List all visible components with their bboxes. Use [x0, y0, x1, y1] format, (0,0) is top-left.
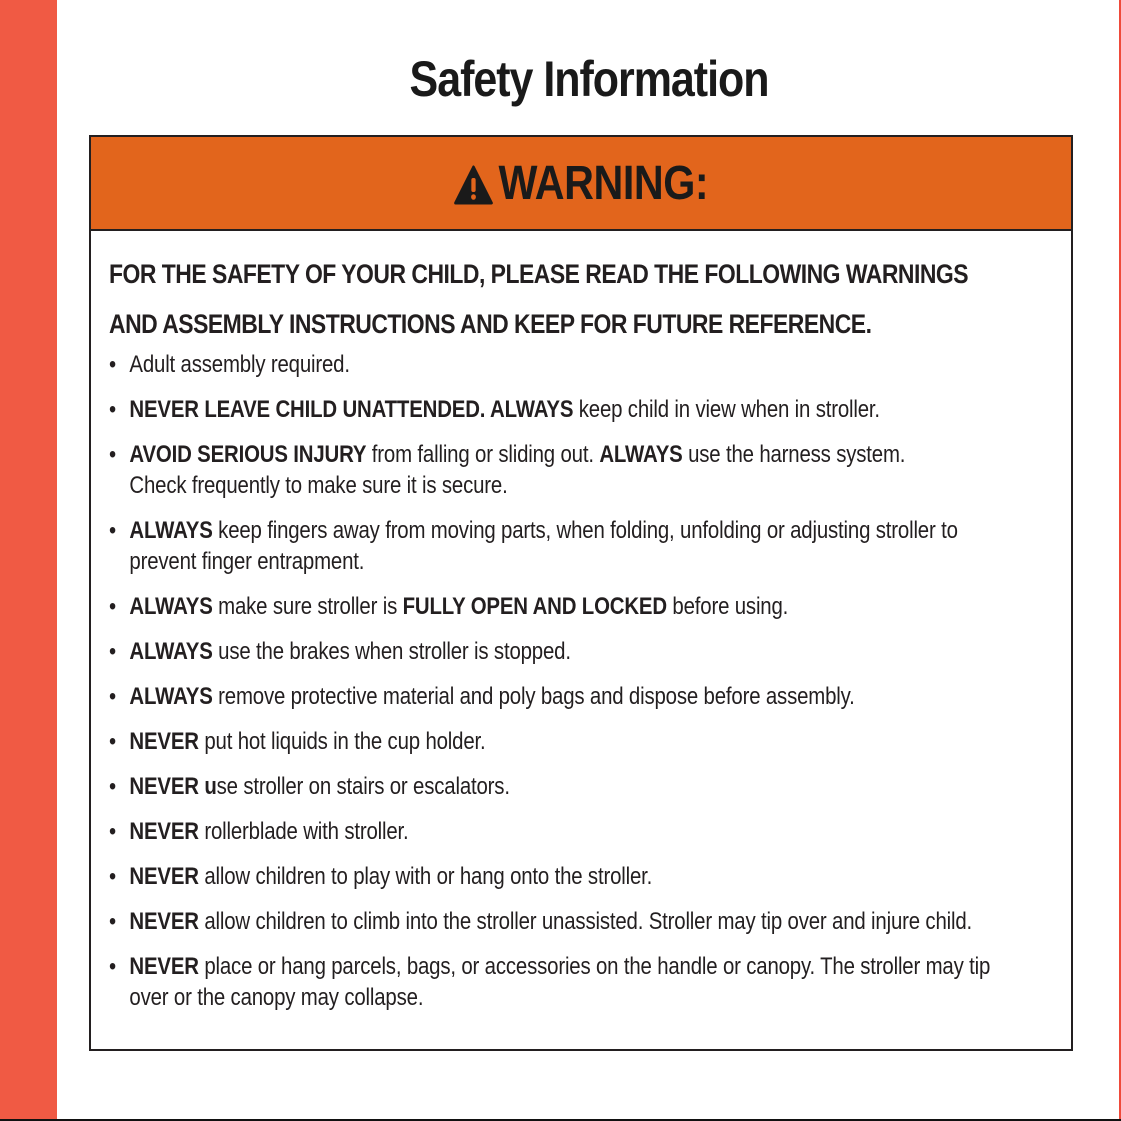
item-text-continued: over or the canopy may collapse. — [129, 984, 424, 1011]
bold-text: NEVER LEAVE CHILD UNATTENDED. ALWAYS — [129, 396, 574, 423]
item-text: before using. — [666, 593, 789, 620]
bold-text: FULLY OPEN AND LOCKED — [402, 593, 667, 620]
bullet-icon: • — [109, 638, 116, 665]
bullet-icon: • — [109, 593, 116, 620]
item-text: allow children to climb into the stroller unassisted. Stroller may tip over and injure child. — [198, 908, 973, 935]
bold-text: NEVER — [129, 863, 199, 890]
item-text: se stroller on stairs or escalators. — [216, 773, 510, 800]
warning-triangle-icon — [454, 165, 494, 205]
page-title: Safety Information — [409, 51, 769, 107]
bullet-icon: • — [109, 908, 116, 935]
item-text: Adult assembly required. — [129, 351, 350, 378]
bullet-icon: • — [109, 863, 116, 890]
list-item — [109, 906, 1044, 937]
list-item — [109, 636, 1044, 667]
item-text-continued: prevent finger entrapment. — [129, 548, 365, 575]
item-text: make sure stroller is — [212, 593, 403, 620]
bullet-icon: • — [109, 953, 116, 980]
warning-label: WARNING: — [498, 156, 709, 210]
item-text: rollerblade with stroller. — [198, 818, 409, 845]
list-item — [109, 861, 1044, 892]
bold-text: NEVER — [129, 818, 199, 845]
list-item — [109, 394, 1044, 425]
bullet-icon: • — [109, 517, 116, 544]
bold-text: ALWAYS — [599, 441, 683, 468]
bullet-icon: • — [109, 441, 116, 468]
warning-list — [109, 349, 1044, 1027]
item-text: use the harness system. — [682, 441, 906, 468]
bullet-icon: • — [109, 683, 116, 710]
warning-heading — [109, 249, 1044, 349]
bold-text: NEVER — [129, 953, 199, 980]
warning-banner-content — [454, 156, 709, 211]
warning-heading-line-1: FOR THE SAFETY OF YOUR CHILD, PLEASE READ THE FOLLOWING WARNINGS — [109, 259, 969, 289]
bold-text: ALWAYS — [129, 683, 213, 710]
item-text: put hot liquids in the cup holder. — [198, 728, 486, 755]
list-item — [109, 681, 1044, 712]
bold-text: ALWAYS — [129, 517, 213, 544]
bullet-icon: • — [109, 396, 116, 423]
item-text: keep child in view when in stroller. — [573, 396, 880, 423]
bold-text: NEVER — [129, 908, 199, 935]
item-text: use the brakes when stroller is stopped. — [212, 638, 571, 665]
list-item — [109, 439, 1044, 501]
item-text: from falling or sliding out. — [366, 441, 600, 468]
item-text: remove protective material and poly bags and dispose before assembly. — [212, 683, 855, 710]
bullet-icon: • — [109, 818, 116, 845]
bold-text: AVOID SERIOUS INJURY — [129, 441, 367, 468]
list-item — [109, 771, 1044, 802]
list-item — [109, 349, 1044, 380]
bold-text: NEVER u — [129, 773, 217, 800]
item-text-continued: Check frequently to make sure it is secure. — [129, 472, 508, 499]
list-item — [109, 591, 1044, 622]
bold-text: NEVER — [129, 728, 199, 755]
warning-banner — [91, 137, 1071, 231]
bullet-icon: • — [109, 351, 116, 378]
bold-text: ALWAYS — [129, 593, 213, 620]
list-item — [109, 816, 1044, 847]
bullet-icon: • — [109, 773, 116, 800]
item-text: keep fingers away from moving parts, when folding, unfolding or adjusting stroller to — [212, 517, 958, 544]
bullet-icon: • — [109, 728, 116, 755]
warning-heading-line-2: AND ASSEMBLY INSTRUCTIONS AND KEEP FOR FUTURE REFERENCE. — [109, 309, 872, 339]
list-item — [109, 726, 1044, 757]
list-item — [109, 515, 1044, 577]
list-item — [109, 951, 1044, 1013]
warning-panel — [89, 135, 1073, 1051]
bold-text: ALWAYS — [129, 638, 213, 665]
left-accent-stripe — [0, 0, 57, 1121]
item-text: allow children to play with or hang onto the stroller. — [198, 863, 653, 890]
item-text: place or hang parcels, bags, or accessories on the handle or canopy. The stroller may tip — [198, 953, 991, 980]
